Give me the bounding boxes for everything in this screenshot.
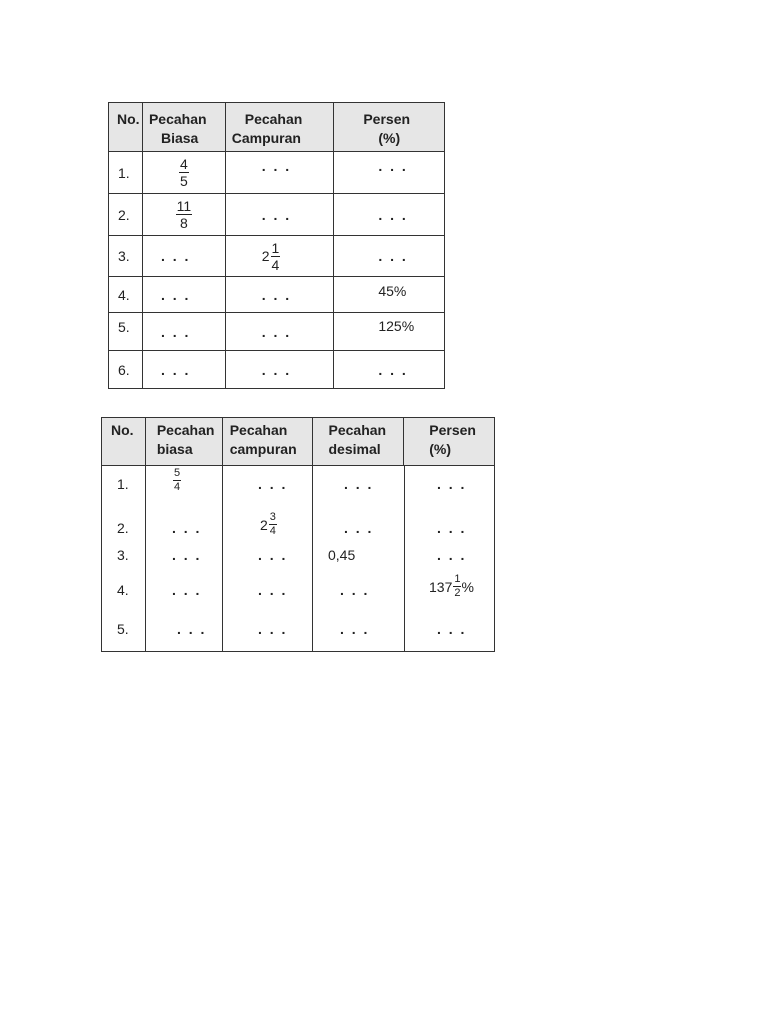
header-pecahan-biasa (142, 103, 225, 152)
row-number: 2. (118, 206, 130, 223)
row-number: 1. (118, 164, 130, 181)
header-label-line2: (%) (378, 130, 401, 146)
cell-persen (334, 313, 445, 351)
placeholder-dots: . . . (172, 582, 202, 598)
cell-no (109, 152, 143, 194)
header-persen (404, 418, 495, 466)
fraction-denominator: 4 (271, 256, 280, 273)
fraction-denominator: 8 (179, 215, 188, 231)
placeholder-dots: . . . (160, 361, 191, 378)
mixed-whole: 2 (261, 248, 270, 264)
cell-campuran (225, 194, 334, 236)
cell-campuran (225, 351, 334, 389)
table-header-row (102, 418, 495, 466)
fraction-numerator: 11 (176, 198, 192, 214)
placeholder-dots: . . . (437, 476, 467, 492)
row-number: 4. (118, 286, 130, 303)
row-number: 2. (117, 520, 129, 536)
placeholder-dots: . . . (378, 361, 408, 378)
fraction-table-2 (101, 417, 495, 652)
cell-no (109, 194, 143, 236)
placeholder-dots: . . . (261, 206, 292, 223)
placeholder-dots: . . . (172, 547, 202, 563)
header-label-line2: biasa (156, 441, 193, 457)
placeholder-dots: . . . (160, 323, 191, 340)
cell-no (109, 277, 143, 313)
header-label-line1: Pecahan (229, 422, 288, 438)
fraction (271, 241, 281, 272)
mixed-fraction (262, 241, 281, 272)
placeholder-dots: . . . (344, 476, 374, 492)
header-no-label: No. (117, 111, 140, 127)
table-row (109, 313, 445, 351)
fraction-numerator: 1 (454, 573, 461, 585)
table-row (109, 351, 445, 389)
table-row (109, 194, 445, 236)
row-number: 3. (118, 248, 130, 264)
cell-campuran (225, 236, 334, 277)
column-divider (404, 466, 405, 651)
header-label-line2: Biasa (160, 130, 199, 146)
placeholder-dots: . . . (344, 520, 374, 536)
placeholder-dots: . . . (261, 361, 292, 378)
cell-no (109, 236, 143, 277)
fraction-numerator: 3 (269, 511, 276, 523)
fraction-numerator: 1 (271, 239, 280, 256)
header-label-line1: Pecahan (244, 111, 303, 127)
placeholder-dots: . . . (160, 248, 191, 264)
row-number: 3. (117, 547, 129, 563)
table-row (109, 277, 445, 313)
placeholder-dots: . . . (261, 323, 292, 340)
placeholder-dots: . . . (258, 547, 288, 563)
cell-biasa (142, 236, 225, 277)
header-pecahan-desimal (312, 418, 404, 466)
header-no (109, 103, 143, 152)
header-label-line2: (%) (429, 441, 452, 457)
table-body (102, 466, 495, 652)
header-label-line1: Persen (363, 111, 411, 127)
fraction (453, 574, 461, 599)
persen-value: 45% (378, 283, 407, 299)
table-row (109, 236, 445, 277)
fraction (179, 157, 189, 188)
cell-no (109, 351, 143, 389)
header-label-line1: Pecahan (328, 422, 387, 438)
cell-persen (334, 236, 445, 277)
placeholder-dots: . . . (258, 476, 288, 492)
placeholder-dots: . . . (340, 582, 370, 598)
cell-campuran (225, 152, 334, 194)
placeholder-dots: . . . (261, 158, 292, 174)
table-row (109, 152, 445, 194)
row-number: 5. (118, 319, 130, 335)
header-label-line1: Pecahan (156, 422, 215, 438)
fraction-table-1 (108, 102, 445, 389)
column-divider (312, 466, 313, 651)
mixed-fraction (429, 574, 474, 599)
mixed-fraction (260, 512, 277, 537)
fraction (173, 468, 181, 493)
fraction-numerator: 4 (179, 156, 188, 172)
mixed-whole: 137 (429, 578, 453, 595)
cell-persen (334, 277, 445, 313)
fraction (269, 512, 277, 537)
header-label-line2: desimal (328, 441, 381, 457)
cell-biasa (142, 351, 225, 389)
fraction-numerator: 5 (174, 467, 181, 479)
row-number: 5. (117, 621, 129, 637)
header-pecahan-campuran (222, 418, 312, 466)
placeholder-dots: . . . (437, 520, 467, 536)
header-pecahan-campuran (225, 103, 334, 152)
row-number: 4. (117, 582, 129, 598)
header-no (102, 418, 146, 466)
cell-campuran (225, 313, 334, 351)
cell-biasa (142, 277, 225, 313)
fraction-denominator: 5 (179, 173, 188, 189)
header-label-line1: Persen (429, 422, 476, 438)
placeholder-dots: . . . (378, 158, 408, 174)
placeholder-dots: . . . (437, 621, 467, 637)
table-body-grid (102, 466, 494, 651)
percent-sign: % (461, 578, 474, 595)
fraction-denominator: 4 (269, 525, 276, 537)
cell-no (109, 313, 143, 351)
placeholder-dots: . . . (340, 621, 370, 637)
cell-biasa (142, 152, 225, 194)
cell-persen (334, 152, 445, 194)
row-number: 1. (117, 476, 129, 492)
fraction-denominator: 2 (454, 587, 461, 599)
header-no-label: No. (111, 422, 134, 438)
fraction-denominator: 4 (174, 481, 181, 493)
mixed-whole: 2 (260, 516, 268, 533)
header-pecahan-biasa (145, 418, 222, 466)
placeholder-dots: . . . (258, 582, 288, 598)
desimal-value: 0,45 (328, 547, 356, 563)
column-divider (222, 466, 223, 651)
cell-biasa (142, 313, 225, 351)
header-persen (334, 103, 445, 152)
placeholder-dots: . . . (378, 206, 408, 223)
table-body-row (102, 466, 495, 652)
table-header-row (109, 103, 445, 152)
placeholder-dots: . . . (378, 248, 408, 264)
persen-value: 125% (378, 318, 415, 334)
header-label-line2: Campuran (231, 130, 301, 146)
row-number: 6. (118, 361, 130, 378)
placeholder-dots: . . . (160, 286, 191, 303)
cell-persen (334, 351, 445, 389)
column-divider (145, 466, 146, 651)
cell-biasa (142, 194, 225, 236)
placeholder-dots: . . . (437, 547, 467, 563)
cell-campuran (225, 277, 334, 313)
header-label-line1: Pecahan (148, 111, 207, 127)
fraction (176, 199, 193, 230)
cell-persen (334, 194, 445, 236)
placeholder-dots: . . . (177, 621, 207, 637)
placeholder-dots: . . . (172, 520, 202, 536)
placeholder-dots: . . . (258, 621, 288, 637)
header-label-line2: campuran (229, 441, 297, 457)
placeholder-dots: . . . (261, 286, 292, 303)
